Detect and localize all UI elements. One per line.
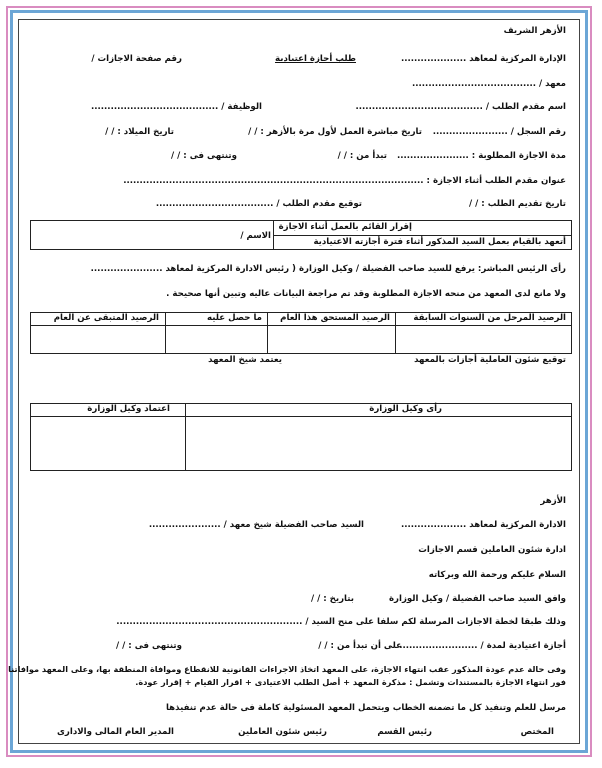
acknowledgement-name: الاسم /	[240, 231, 271, 241]
start-work-date: تاريخ مباشرة العمل لأول مرة بالأزهر : / /	[248, 127, 422, 137]
signature-section-head: رئيس القسم	[377, 727, 432, 737]
letter-plan: وذلك طبقا لخطة الاجازات المرسلة لكم سلفا على منح السيد / .........................................................	[116, 617, 566, 627]
letter-note-1: وفى حالة عدم عودة المذكور عقب انتهاء الاجازة، على المعهد اتخاذ الاجراءات القانونية للانقطاع وموافاة المنطقة بها، وعلى المعهد موافاتنا	[8, 664, 566, 674]
letter-approval: وافق السيد صاحب الفضيلة / وكيل الوزارة	[388, 594, 566, 604]
letter-department: ادارة شئون العاملين قسم الاجازات	[418, 545, 566, 555]
letter-greeting: السلام عليكم ورحمة الله وبركاته	[428, 570, 566, 580]
admin-line: الإدارة المركزية لمعاهد ....................	[400, 54, 566, 64]
letter-azhar: الأزهر	[540, 496, 566, 506]
undersecretary-approval: اعتماد وكيل الوزارة	[87, 404, 170, 414]
signature-general-manager: المدير العام المالى والادارى	[57, 727, 174, 737]
hr-signature: توقيع شئون العاملية أجازات بالمعهد	[414, 355, 566, 365]
letter-to-sheikh: السيد صاحب الفضيلة شيخ معهد / ......................	[148, 520, 364, 530]
acknowledgement-body: أتعهد بالقيام بعمل السيد المذكور أثناء فترة أجازته الاعتيادية	[313, 237, 566, 247]
letter-leave-to: وتنتهى فى : / /	[116, 641, 182, 651]
leave-duration: مدة الاجازة المطلوبة : ......................	[396, 151, 566, 161]
leave-from: تبدأ من : / /	[337, 151, 387, 161]
signature-specialist: المختص	[520, 727, 554, 737]
undersecretary-opinion: رأى وكيل الوزارة	[369, 404, 442, 414]
balance-header-taken: ما حصل عليه	[207, 313, 262, 323]
applicant-address: عنوان مقدم الطلب أثناء الاجازة : ............................................................................................	[123, 176, 566, 186]
letter-leave-from: على أن تبدأ من : / /	[318, 641, 402, 651]
sheikh-approval: يعتمد شيخ المعهد	[208, 355, 282, 365]
leave-to: وتنتهى فى : / /	[171, 151, 237, 161]
balance-header-carried: الرصيد المرحل من السنوات السابقة	[413, 313, 566, 323]
manager-opinion: رأى الرئيس المباشر: يرفع للسيد صاحب الفضيلة / وكيل الوزارة ( رئيس الادارة المركزية لمعاهد ......................	[90, 264, 566, 274]
applicant-signature: توقيع مقدم الطلب / ....................................	[155, 199, 362, 209]
applicant-name: اسم مقدم الطلب / .......................................	[355, 102, 566, 112]
balance-header-due: الرصيد المستحق هذا العام	[280, 313, 390, 323]
letter-note-2: فور انتهاء الاجازة بالمستندات وتشمل : مذكرة المعهد + أصل الطلب الاعتيادى + اقرار القيام + إقرار عودة.	[135, 677, 566, 687]
page-number-label: رقم صفحة الاجازات /	[91, 54, 182, 64]
azhar-heading: الأزهر الشريف	[503, 26, 566, 36]
letter-leave-duration: أجازة اعتيادية لمدة / ........................	[399, 641, 566, 651]
birth-date: تاريخ الميلاد : / /	[105, 127, 174, 137]
balance-header-remaining: الرصيد المتبقى عن العام	[53, 313, 159, 323]
institute-line: معهد / ......................................	[412, 79, 566, 89]
request-title: طلب أجازة اعتيادية	[275, 54, 356, 64]
record-number: رقم السجل / .......................	[432, 127, 566, 137]
acknowledgement-title: إقرار القائم بالعمل أثناء الاجازة	[278, 222, 412, 232]
job-title: الوظيفة / .......................................	[90, 102, 262, 112]
letter-approval-date: بتاريخ : / /	[310, 594, 354, 604]
no-objection-line: ولا مانع لدى المعهد من منحه الاجازة المطلوبة وقد تم مراجعة البيانات عاليه وتبين أنها صحيحة .	[166, 289, 566, 299]
signature-hr-head: رئيس شئون العاملين	[238, 727, 327, 737]
submit-date: تاريخ تقديم الطلب : / /	[469, 199, 566, 209]
letter-admin: الادارة المركزية لمعاهد ....................	[400, 520, 566, 530]
letter-closing: مرسل للعلم وتنفيذ كل ما تضمنه الخطاب ويتحمل المعهد المسئولية كاملة فى حالة عدم تنفيذها	[165, 703, 566, 713]
